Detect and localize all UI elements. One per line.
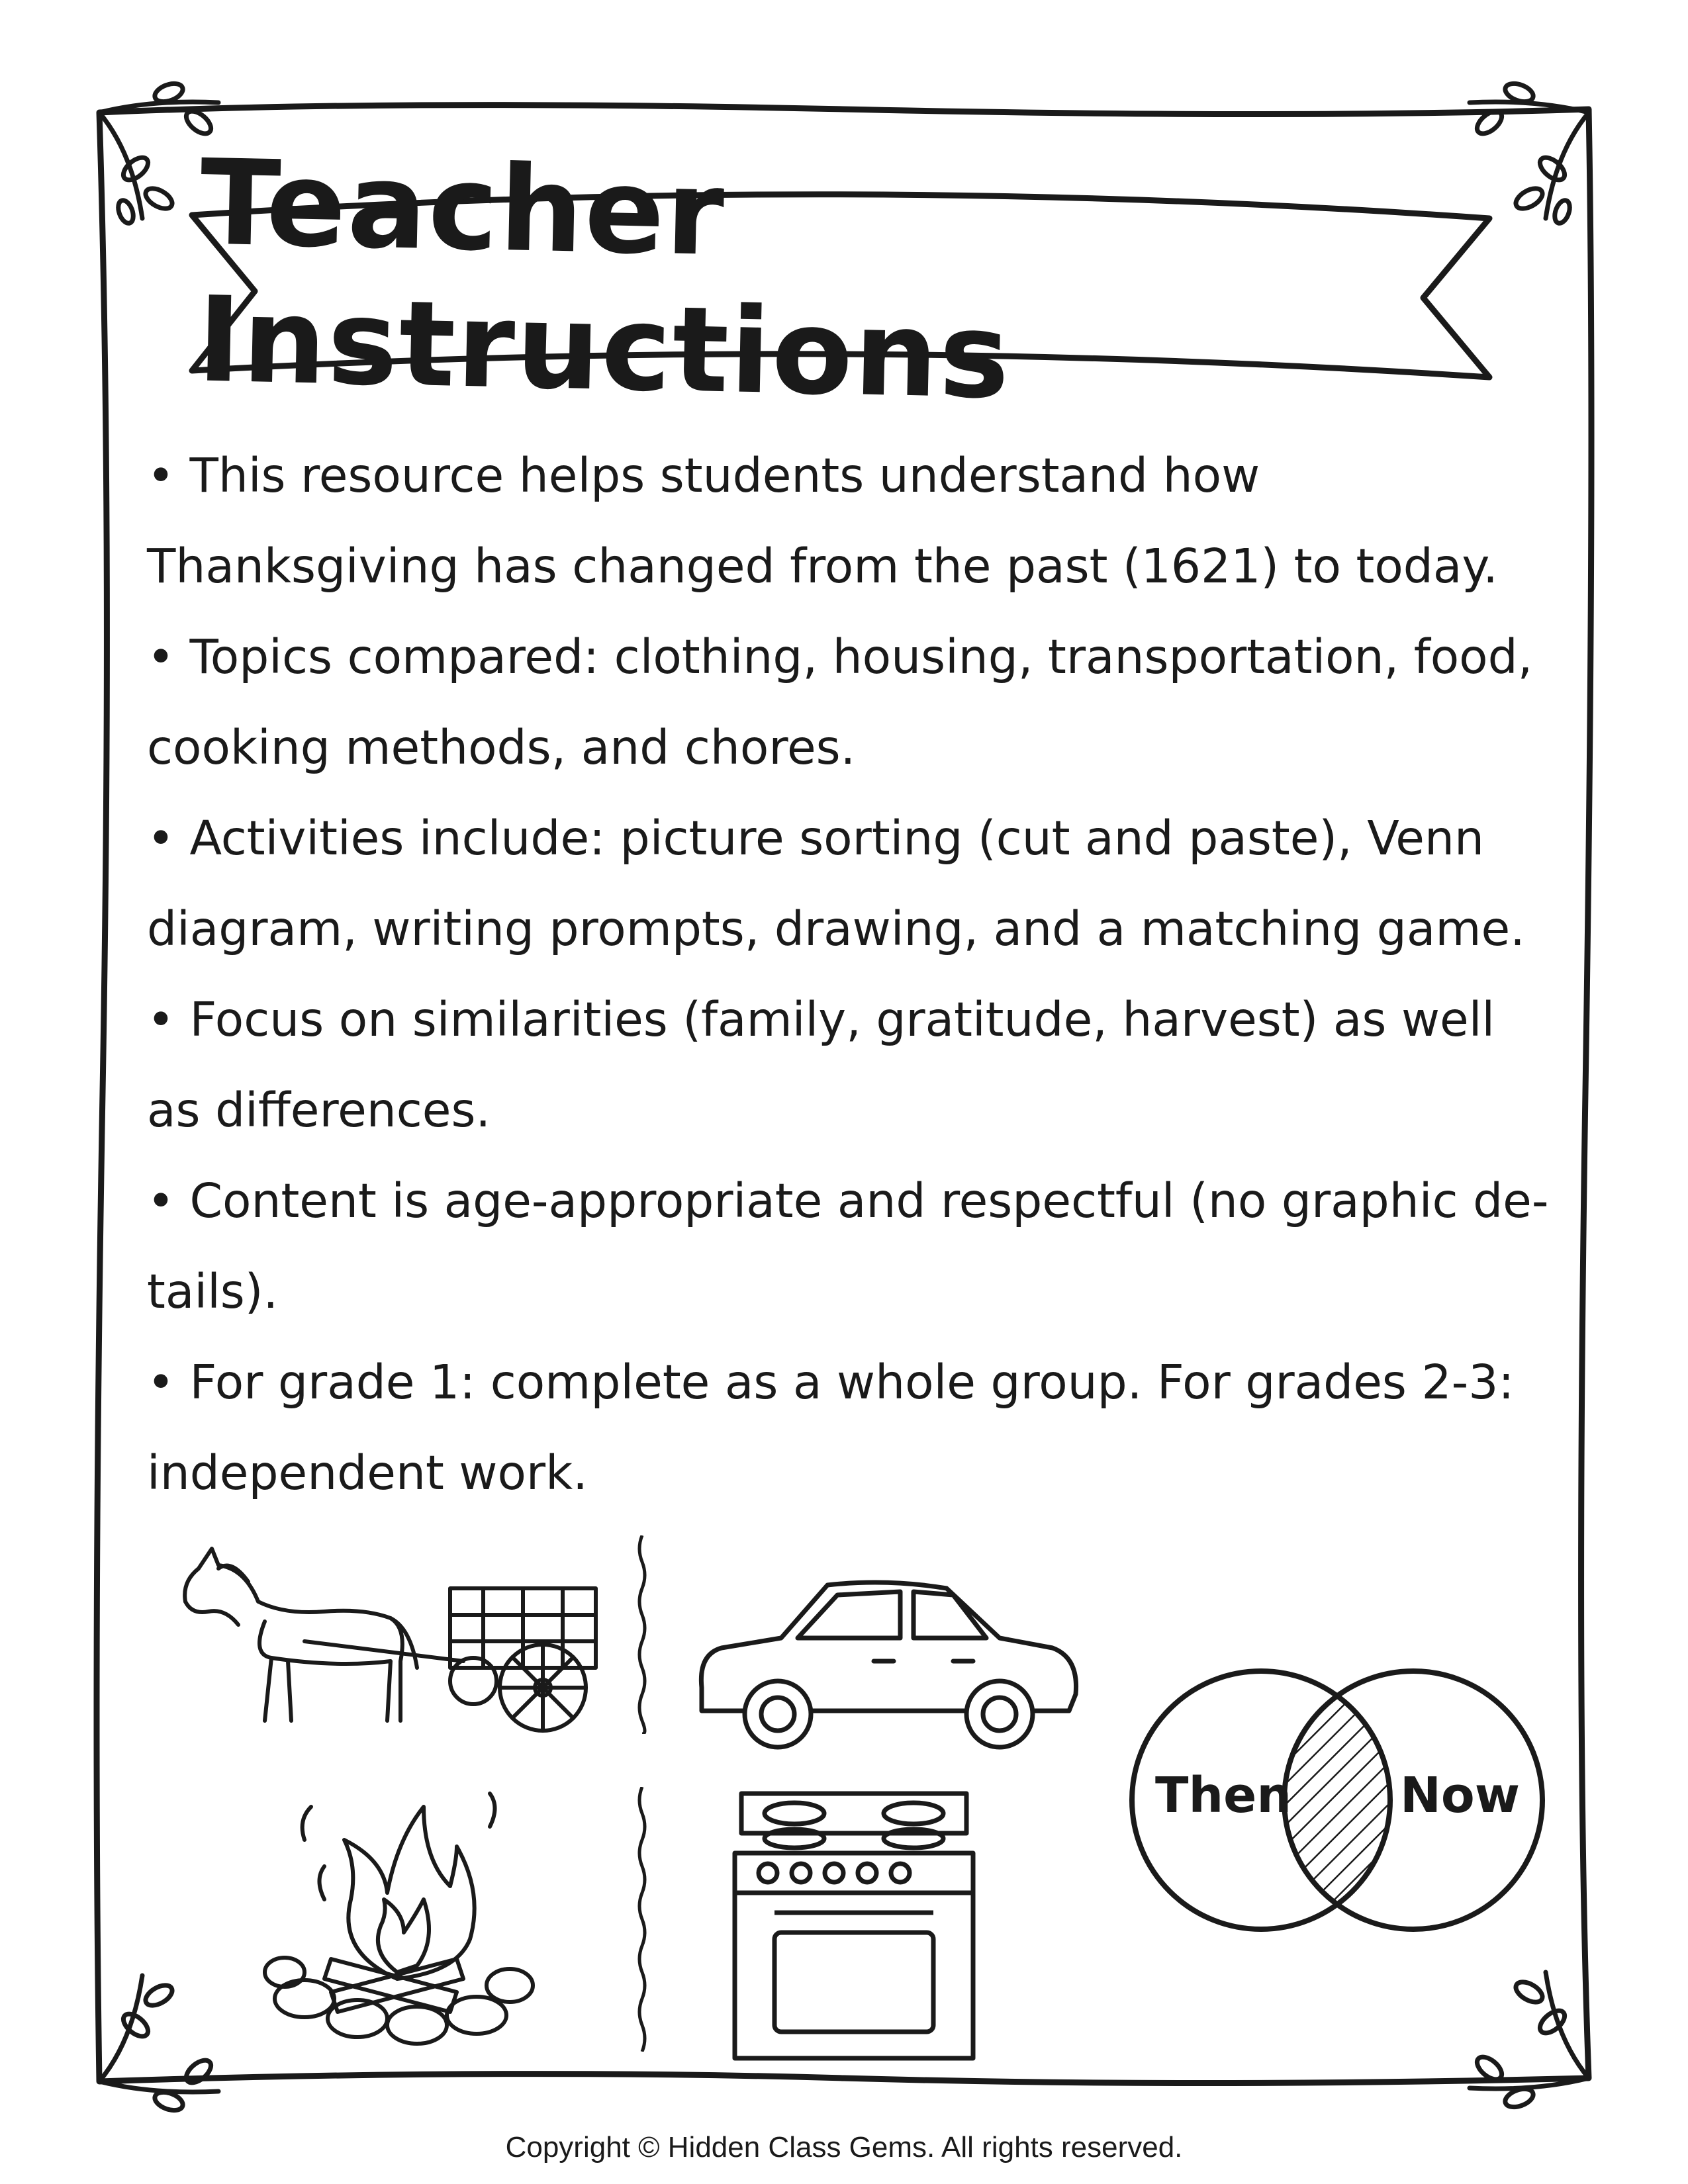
stove-icon — [728, 1780, 980, 2065]
campfire-icon — [258, 1780, 536, 2058]
copyright-footer: Copyright © Hidden Class Gems. All rights reserved. — [505, 2131, 1183, 2163]
horse-cart-icon — [172, 1529, 609, 1747]
instructions-list — [147, 430, 1550, 1518]
car-icon — [688, 1569, 1086, 1754]
venn-left-label: Then — [1155, 1767, 1292, 1824]
venn-right-label: Now — [1400, 1767, 1521, 1824]
list-item: • Activities include: picture sorting (cut and paste), Venn diagram, writing prompts, drawing, and a matching game. — [147, 811, 1525, 956]
corner-vine-bottom-left-icon — [99, 1976, 218, 2114]
corner-vine-bottom-right-icon — [1470, 1972, 1589, 2111]
page-title: Teacher Instructions — [195, 134, 1013, 426]
list-item: • For grade 1: complete as a whole group. For grades 2-3: independent work. — [147, 1355, 1515, 1500]
list-item: • This resource helps students understand how Thanksgiving has changed from the past (1621) to today. — [147, 448, 1498, 594]
list-item: • Topics compared: clothing, housing, transportation, food, cooking methods, and chores. — [147, 629, 1533, 775]
divider — [635, 1787, 641, 2052]
list-item: • Content is age-appropriate and respectful (no graphic de-tails). — [147, 1173, 1549, 1319]
list-item: • Focus on similarities (family, gratitude, harvest) as well as differences. — [147, 992, 1495, 1138]
divider — [635, 1535, 641, 1734]
